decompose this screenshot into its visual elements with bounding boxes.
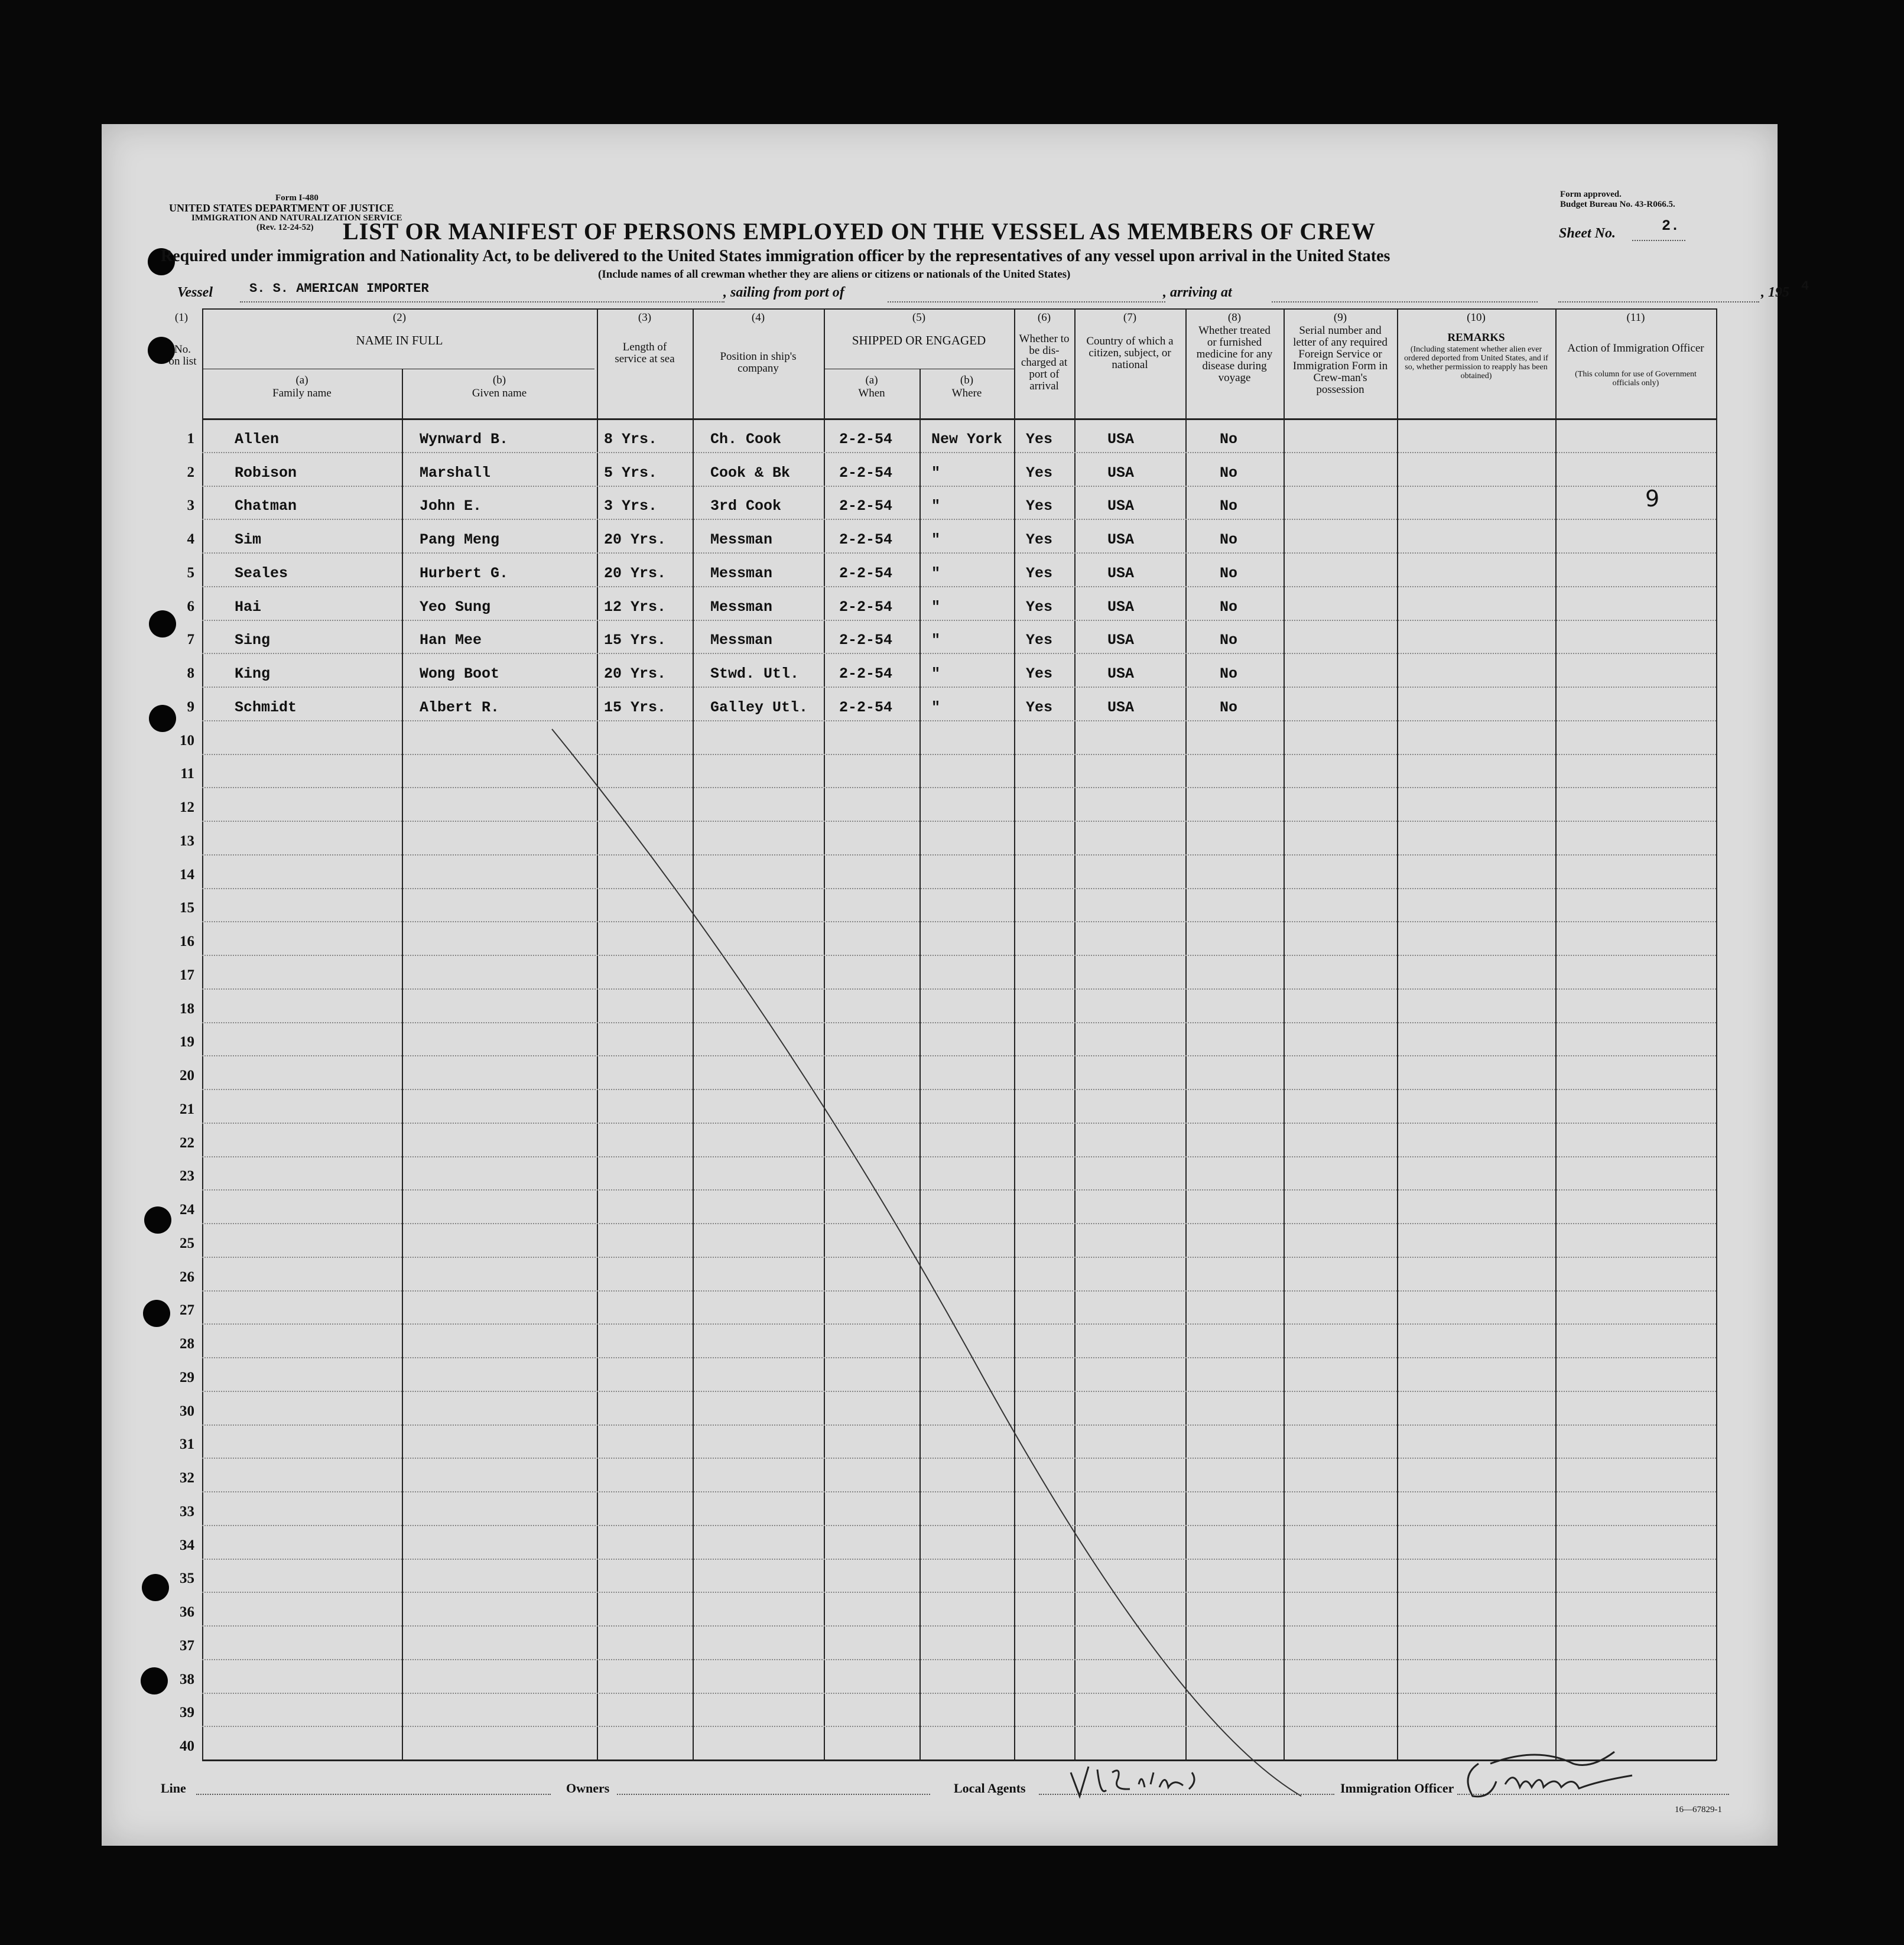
service-length-cell: 20 Yrs. [604, 564, 667, 582]
form-title: LIST OR MANIFEST OF PERSONS EMPLOYED ON THE VESSEL AS MEMBERS OF CREW [343, 218, 1376, 245]
col5a-number: (a) [865, 374, 878, 386]
row-number: 32 [180, 1470, 194, 1486]
row-divider [202, 653, 1716, 654]
col9-number: (9) [1333, 311, 1347, 324]
col4-number: (4) [751, 311, 765, 324]
given-name-cell: Albert R. [420, 698, 500, 716]
col5-header: SHIPPED OR ENGAGED [852, 333, 986, 347]
row-number: 30 [180, 1403, 194, 1419]
country-cell: USA [1107, 598, 1135, 616]
discharge-cell: Yes [1026, 564, 1053, 582]
row-number: 10 [180, 732, 194, 749]
print-code: 16—67829-1 [1675, 1805, 1722, 1814]
shipped-when-cell: 2-2-54 [839, 632, 893, 649]
position-cell: Cook & Bk [710, 464, 791, 482]
row-divider [202, 1323, 1716, 1325]
department: UNITED STATES DEPARTMENT OF JUSTICE [169, 202, 394, 214]
row-divider [202, 1357, 1716, 1358]
given-name-cell: Han Mee [420, 632, 482, 649]
row-divider [202, 787, 1716, 788]
row-number: 13 [180, 832, 194, 849]
row-number: 38 [180, 1671, 194, 1687]
country-cell: USA [1107, 665, 1135, 682]
line-label: Line [161, 1781, 186, 1796]
row-number: 25 [180, 1235, 194, 1251]
row-number: 26 [180, 1269, 194, 1285]
owners-label: Owners [566, 1781, 610, 1796]
row-number: 24 [180, 1202, 194, 1218]
row-divider [202, 1726, 1716, 1727]
row-divider [202, 486, 1716, 487]
vessel-label: Vessel [177, 285, 213, 300]
row-divider [202, 1659, 1716, 1660]
shipped-when-cell: 2-2-54 [839, 531, 893, 548]
row-number: 21 [180, 1101, 194, 1117]
treated-cell: No [1220, 430, 1238, 448]
budget-bureau: Budget Bureau No. 43-R066.5. [1560, 200, 1675, 209]
shipped-where-cell: " [931, 564, 941, 582]
discharge-cell: Yes [1026, 464, 1053, 482]
position-cell: Galley Utl. [710, 698, 808, 716]
position-cell: Stwd. Utl. [710, 665, 800, 682]
col6-number: (6) [1037, 311, 1051, 324]
sailing-label: , sailing from port of [723, 285, 844, 300]
discharge-cell: Yes [1026, 497, 1053, 515]
row-number: 1 [187, 430, 194, 447]
row-number: 39 [180, 1705, 194, 1721]
row-number: 3 [187, 497, 194, 514]
revision: (Rev. 12-24-52) [256, 223, 314, 232]
col2b-header: Given name [472, 387, 527, 399]
given-name-cell: John E. [420, 497, 482, 515]
row-divider [202, 1223, 1716, 1224]
treated-cell: No [1220, 698, 1238, 716]
local-agents-label: Local Agents [954, 1781, 1026, 1796]
row-number: 4 [187, 531, 194, 547]
row-number: 16 [180, 934, 194, 949]
row-divider [202, 720, 1716, 721]
family-name-cell: Allen [235, 430, 280, 448]
row-number: 19 [180, 1034, 194, 1050]
position-cell: Messman [710, 598, 773, 616]
family-name-cell: Sim [235, 531, 262, 548]
row-number: 17 [180, 967, 194, 983]
agent-signature [1065, 1755, 1219, 1802]
given-name-cell: Wong Boot [420, 665, 500, 682]
row-number: 11 [180, 766, 194, 782]
service-length-cell: 20 Yrs. [604, 665, 667, 682]
col10-header: REMARKS [1447, 331, 1505, 344]
shipped-when-cell: 2-2-54 [839, 698, 893, 716]
row-number: 18 [180, 1000, 194, 1017]
row-number: 31 [180, 1436, 194, 1453]
row-number: 28 [180, 1336, 194, 1352]
family-name-cell: Sing [235, 632, 271, 649]
discharge-cell: Yes [1026, 665, 1053, 682]
row-number: 15 [180, 900, 194, 916]
shipped-where-cell: " [931, 531, 941, 548]
treated-cell: No [1220, 598, 1238, 616]
family-name-cell: Chatman [235, 497, 297, 515]
shipped-when-cell: 2-2-54 [839, 430, 893, 448]
service: IMMIGRATION AND NATURALIZATION SERVICE [191, 213, 402, 223]
row-divider [202, 854, 1716, 856]
row-divider [202, 888, 1716, 889]
shipped-when-cell: 2-2-54 [839, 464, 893, 482]
col10-note: (Including statement whether alien ever ordered deported from United States, and if so, whether permission to reapply has been obtained) [1404, 345, 1548, 380]
family-name-cell: Schmidt [235, 698, 297, 716]
col2b-number: (b) [492, 374, 506, 386]
treated-cell: No [1220, 464, 1238, 482]
row-divider [202, 1525, 1716, 1526]
row-number: 6 [187, 598, 194, 614]
row-divider [202, 1391, 1716, 1392]
form-approved: Form approved. [1560, 190, 1622, 199]
row-number: 22 [180, 1134, 194, 1151]
shipped-when-cell: 2-2-54 [839, 564, 893, 582]
discharge-cell: Yes [1026, 632, 1053, 649]
row-divider [202, 552, 1716, 554]
discharge-cell: Yes [1026, 531, 1053, 548]
shipped-when-cell: 2-2-54 [839, 665, 893, 682]
family-name-cell: Hai [235, 598, 262, 616]
treated-cell: No [1220, 564, 1238, 582]
row-number: 33 [180, 1503, 194, 1520]
row-number: 37 [180, 1637, 194, 1654]
margin-note: 9 [1645, 486, 1660, 512]
family-name-cell: Seales [235, 564, 288, 582]
given-name-cell: Marshall [420, 464, 491, 482]
row-divider [202, 754, 1716, 755]
service-length-cell: 5 Yrs. [604, 464, 658, 482]
country-cell: USA [1107, 430, 1135, 448]
required-statement: Required under immigration and Nationality Act, to be delivered to the United States immigration officer by the representatives of any vessel upon arrival in the United States [161, 247, 1390, 265]
position-cell: 3rd Cook [710, 497, 782, 515]
position-cell: Messman [710, 632, 773, 649]
row-number: 20 [180, 1068, 194, 1084]
row-number: 40 [180, 1738, 194, 1754]
col1-header: No. on list [168, 343, 197, 367]
col4-header: Position in ship's company [720, 350, 797, 375]
given-name-cell: Pang Meng [420, 531, 500, 548]
col2a-number: (a) [295, 374, 308, 386]
col5b-header: Where [951, 387, 982, 399]
discharge-cell: Yes [1026, 598, 1053, 616]
col8-header: Whether treated or furnished medicine for any disease during voyage [1196, 324, 1273, 384]
col11-note: (This column for use of Government officials only) [1575, 370, 1697, 388]
shipped-where-cell: New York [931, 430, 1003, 448]
col2a-header: Family name [272, 387, 332, 399]
shipped-where-cell: " [931, 632, 941, 649]
country-cell: USA [1107, 632, 1135, 649]
family-name-cell: Robison [235, 464, 297, 482]
col8-number: (8) [1227, 311, 1242, 324]
row-number: 35 [180, 1570, 194, 1587]
row-divider [202, 921, 1716, 922]
col2-header: NAME IN FULL [356, 333, 443, 347]
row-divider [202, 1424, 1716, 1426]
shipped-where-cell: " [931, 665, 941, 682]
position-cell: Messman [710, 531, 773, 548]
arriving-label: , arriving at [1163, 285, 1232, 300]
row-divider [202, 687, 1716, 688]
country-cell: USA [1107, 531, 1135, 548]
row-number: 34 [180, 1537, 194, 1553]
row-number: 2 [187, 464, 194, 480]
form-number: Form I-480 [275, 193, 319, 203]
country-cell: USA [1107, 564, 1135, 582]
vessel-name: S. S. AMERICAN IMPORTER [249, 281, 429, 296]
shipped-when-cell: 2-2-54 [839, 497, 893, 515]
row-divider [202, 586, 1716, 587]
col2-number: (2) [392, 311, 407, 324]
treated-cell: No [1220, 665, 1238, 682]
col3-number: (3) [638, 311, 652, 324]
shipped-where-cell: " [931, 464, 941, 482]
year-digit: 4 [1801, 279, 1809, 294]
row-divider [202, 1625, 1716, 1627]
shipped-when-cell: 2-2-54 [839, 598, 893, 616]
col11-header: Action of Immigration Officer [1567, 342, 1704, 354]
position-cell: Messman [710, 564, 773, 582]
country-cell: USA [1107, 497, 1135, 515]
col1-number: (1) [174, 311, 189, 324]
row-divider [202, 988, 1716, 990]
col5-number: (5) [912, 311, 926, 324]
row-number: 9 [187, 698, 194, 715]
given-name-cell: Wynward B. [420, 430, 509, 448]
sheet-number: 2. [1662, 217, 1680, 235]
row-divider [202, 1290, 1716, 1292]
row-divider [202, 1156, 1716, 1157]
row-number: 7 [187, 632, 194, 648]
country-cell: USA [1107, 698, 1135, 716]
col5a-header: When [858, 387, 885, 399]
row-divider [202, 1123, 1716, 1124]
row-number: 36 [180, 1604, 194, 1620]
service-length-cell: 12 Yrs. [604, 598, 667, 616]
row-divider [202, 1693, 1716, 1694]
shipped-where-cell: " [931, 497, 941, 515]
given-name-cell: Yeo Sung [420, 598, 491, 616]
row-divider [202, 1592, 1716, 1593]
row-divider [202, 955, 1716, 956]
row-divider [202, 1559, 1716, 1560]
service-length-cell: 15 Yrs. [604, 632, 667, 649]
service-length-cell: 8 Yrs. [604, 430, 658, 448]
service-length-cell: 3 Yrs. [604, 497, 658, 515]
row-divider [202, 1055, 1716, 1056]
col7-header: Country of which a citizen, subject, or national [1086, 335, 1174, 371]
row-number: 23 [180, 1168, 194, 1185]
given-name-cell: Hurbert G. [420, 564, 509, 582]
row-number: 12 [180, 799, 194, 815]
row-divider [202, 1022, 1716, 1023]
col6-header: Whether to be dis-charged at port of arrival [1019, 333, 1070, 392]
family-name-cell: King [235, 665, 271, 682]
shipped-where-cell: " [931, 698, 941, 716]
col3-header: Length of service at sea [615, 341, 675, 365]
service-length-cell: 20 Yrs. [604, 531, 667, 548]
country-cell: USA [1107, 464, 1135, 482]
row-number: 8 [187, 665, 194, 681]
row-divider [202, 821, 1716, 822]
col10-number: (10) [1467, 311, 1486, 324]
row-divider [202, 1458, 1716, 1459]
year-prefix: , 195 [1761, 285, 1789, 300]
row-number: 27 [180, 1302, 194, 1319]
col7-number: (7) [1123, 311, 1137, 324]
col9-header: Serial number and letter of any required Foreign Service or Immigration Form in Crew-man's possession [1292, 324, 1388, 396]
row-number: 14 [180, 866, 194, 883]
col5b-number: (b) [960, 374, 974, 386]
row-divider [202, 1089, 1716, 1090]
immigration-officer-label: Immigration Officer [1340, 1781, 1454, 1796]
row-divider [202, 1189, 1716, 1191]
include-note: (Include names of all crewman whether they are aliens or citizens or nationals of the United States) [598, 268, 1071, 281]
row-divider [202, 620, 1716, 621]
row-number: 29 [180, 1369, 194, 1385]
shipped-where-cell: " [931, 598, 941, 616]
treated-cell: No [1220, 531, 1238, 548]
treated-cell: No [1220, 497, 1238, 515]
row-divider [202, 1491, 1716, 1492]
col11-number: (11) [1626, 311, 1645, 324]
discharge-cell: Yes [1026, 430, 1053, 448]
treated-cell: No [1220, 632, 1238, 649]
row-divider [202, 1257, 1716, 1258]
officer-signature [1455, 1740, 1644, 1805]
service-length-cell: 15 Yrs. [604, 698, 667, 716]
discharge-cell: Yes [1026, 698, 1053, 716]
row-number: 5 [187, 564, 194, 581]
sheet-label: Sheet No. [1559, 226, 1616, 241]
row-divider [202, 519, 1716, 520]
position-cell: Ch. Cook [710, 430, 782, 448]
row-divider [202, 452, 1716, 453]
manifest-sheet [102, 124, 1809, 1846]
